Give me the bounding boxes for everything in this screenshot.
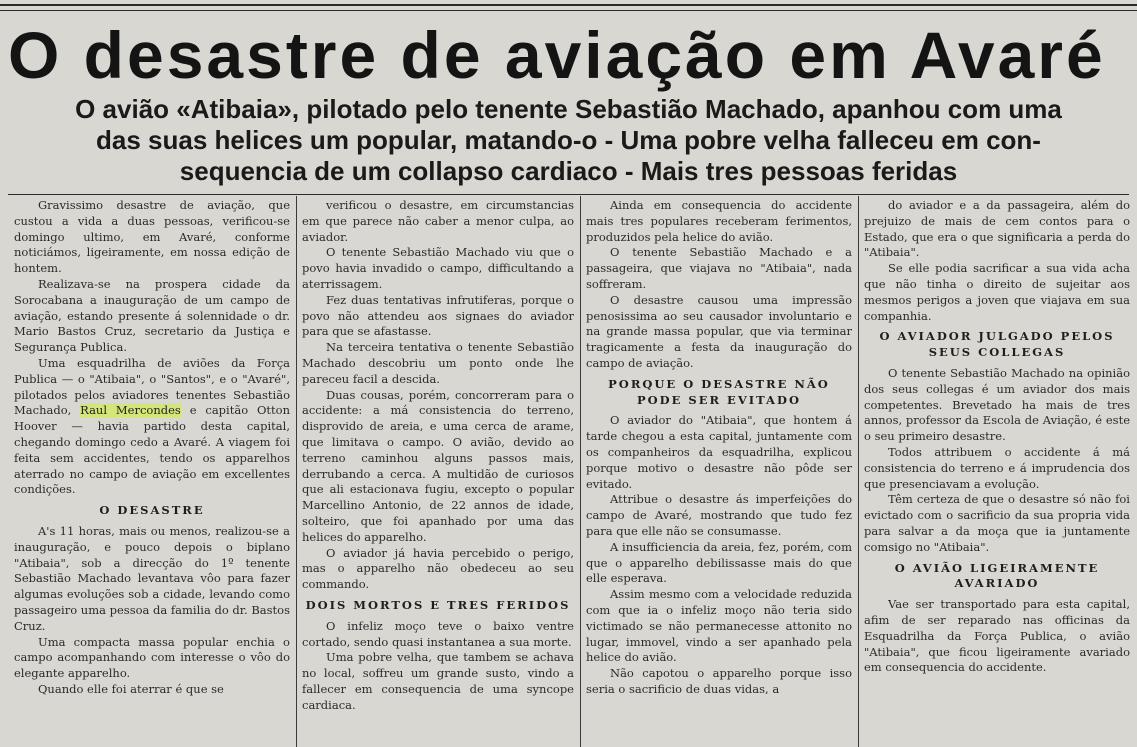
paragraph: O aviador do "Atibaia", que hontem á tarde chegou a esta capital, juntamente com os companheiros da esquadrilha, explicou porque motivo o desastre não pôde ser evitado. xyxy=(586,413,852,491)
paragraph: Vae ser transportado para esta capital, afim de ser reparado nas officinas da Esquadrilha da Força Publica, o avião "Atibaia", que ficou ligeiramente avariado em consequencia do accidente. xyxy=(864,597,1130,675)
column-divider xyxy=(580,196,581,747)
paragraph: Uma pobre velha, que tambem se achava no local, soffreu um grande susto, vindo a fallecer em consequencia de uma syncope cardiaca. xyxy=(302,650,574,712)
paragraph: O aviador já havia percebido o perigo, mas o apparelho não obedeceu ao seu commando. xyxy=(302,545,574,592)
paragraph: O tenente Sebastião Machado viu que o povo havia invadido o campo, difficultando a aterrissagem. xyxy=(302,245,574,291)
article-column-2 xyxy=(302,198,574,746)
paragraph: Realizava-se na prospera cidade da Sorocabana a inauguração de um campo de aviação, estando presente á solennidade o dr. Mario Bastos Cruz, secretario da Justiça e Segurança Publica. xyxy=(14,276,290,355)
paragraph: Duas cousas, porém, concorreram para o accidente: a má consistencia do terreno, disprovido de areia, e uma cerca de arame, que limitava o campo. O avião, devido ao terreno caminhou alguns passos mais, derrubando a cerca. A multidão de curiosos que ali estacionava fugiu, excepto o popular Marcellino Antonio, de 22 annos de idade, solteiro, que foi apanhado por uma das helices do apparelho. xyxy=(302,387,574,544)
header-divider xyxy=(8,194,1129,195)
column-divider xyxy=(296,196,297,747)
subheadline-line: sequencia de um collapso cardiaco - Mais tres pessoas feridas xyxy=(179,156,958,186)
paragraph: A's 11 horas, mais ou menos, realizou-se a inauguração, e pouco depois o biplano "Atibaia", sob a direcção do 1º tenente Sebastião Machado levantava vôo para fazer algumas evoluções sob a cidade, levando como passageiro uma pessoa da familia do dr. Bastos Cruz. xyxy=(14,523,290,633)
headline: O desastre de aviação em Avaré xyxy=(8,18,1106,92)
subheadline xyxy=(8,94,1129,187)
paragraph: Não capotou o apparelho porque isso seria o sacrificio de duas vidas, a xyxy=(586,666,852,696)
article-column-3 xyxy=(586,198,852,746)
paragraph: Todos attribuem o accidente á má consistencia do terreno e á imprudencia dos que presenciavam a evolução. xyxy=(864,444,1130,491)
paragraph: Se elle podia sacrificar a sua vida acha que não tinha o direito de sujeitar aos mesmos perigos a joven que viajava em sua companhia. xyxy=(864,261,1130,323)
paragraph: O desastre causou uma impressão penosissima ao seu causador involuntario e na grande massa popular, que via terminar tragicamente a festa da inauguração do campo de aviação. xyxy=(586,292,852,370)
subheadline-line: O avião «Atibaia», pilotado pelo tenente Sebastião Machado, apanhou com uma xyxy=(75,94,1062,124)
paragraph: Uma compacta massa popular enchia o campo acompanhando com interesse o vôo do elegante apparelho. xyxy=(14,634,290,681)
paragraph: Assim mesmo com a velocidade reduzida com que ia o infeliz moço não teria sido victimado se não permanecesse attonito no lugar, immovel, vindo a ser apanhado pela helice do avião. xyxy=(586,587,852,665)
paragraph-text: e capitão Otton Hoover — havia partido desta capital, chegando domingo cedo a Avaré. A viagem foi feita sem accidentes, tendo os apparelhos aterrado no campo de aviação em excellentes condições. xyxy=(14,403,290,497)
highlighted-name: Raul Mercondes xyxy=(80,403,181,418)
paragraph-text: Uma esquadrilha de aviões da Força Publica — o "Atibaia", o "Santos", e o "Avaré", pilotados pelos aviadores tenentes Sebastião Machado, xyxy=(14,355,290,418)
paragraph: verificou o desastre, em circumstancias em que parece não caber a menor culpa, ao aviador. xyxy=(302,198,574,244)
paragraph: do aviador e a da passageira, além do prejuizo de mais de cem contos para o Estado, que era o que significaria a perda do "Atibaia". xyxy=(864,198,1130,260)
top-rule-thin xyxy=(0,10,1137,11)
paragraph: Gravissimo desastre de aviação, que custou a vida a duas pessoas, verificou-se domingo ultimo, em Avaré, conforme noticiámos, ligeiramente, em nossa edição de hontem. xyxy=(14,198,290,276)
paragraph: Têm certeza de que o desastre só não foi evictado com o sacrificio da sua propria vida para salvar a da moça que ia juntamente comsigo no "Atibaia". xyxy=(864,492,1130,554)
paragraph: Fez duas tentativas infrutiferas, porque o povo não attendeu aos signaes do aviador para que se afastasse. xyxy=(302,292,574,339)
article-column-4 xyxy=(864,198,1130,746)
paragraph: Ainda em consequencia do accidente mais tres populares receberam ferimentos, produzidos pela helice do avião. xyxy=(586,198,852,244)
article-column-1 xyxy=(14,198,290,746)
section-heading: PORQUE O DESASTRE NÃO PODE SER EVITADO xyxy=(608,376,830,407)
paragraph xyxy=(14,356,290,498)
section-heading: O AVIADOR JULGADO PELOS SEUS COLLEGAS xyxy=(879,329,1115,360)
paragraph: A insufficiencia da areia, fez, porém, com que o apparelho debilissasse mais do que elle esperava. xyxy=(586,539,852,586)
paragraph: O tenente Sebastião Machado na opinião dos seus collegas é um aviador dos mais competentes. Brevetado ha mais de tres annos, professor da Escola de Aviação, é este o seu primeiro desastre. xyxy=(864,365,1130,444)
top-rule xyxy=(0,4,1137,6)
section-heading: DOIS MORTOS E TRES FERIDOS xyxy=(305,597,571,612)
subheadline-line: das suas helices um popular, matando-o - Uma pobre velha falleceu em con- xyxy=(96,125,1041,155)
paragraph: O tenente Sebastião Machado e a passageira, que viajava no "Atibaia", nada soffreram. xyxy=(586,245,852,291)
section-heading: O DESASTRE xyxy=(99,503,205,518)
paragraph: Quando elle foi aterrar é que se xyxy=(38,681,224,696)
section-heading: O AVIÃO LIGEIRAMENTE AVARIADO xyxy=(894,560,1100,591)
paragraph: Attribue o desastre ás imperfeições do campo de Avaré, mostrando que tudo fez para que elle não se consumasse. xyxy=(586,492,852,538)
column-divider xyxy=(858,196,859,747)
paragraph: O infeliz moço teve o baixo ventre cortado, sendo quasi instantanea a sua morte. xyxy=(302,618,574,649)
paragraph: Na terceira tentativa o tenente Sebastião Machado descobriu um ponto onde lhe pareceu facil a descida. xyxy=(302,340,574,386)
